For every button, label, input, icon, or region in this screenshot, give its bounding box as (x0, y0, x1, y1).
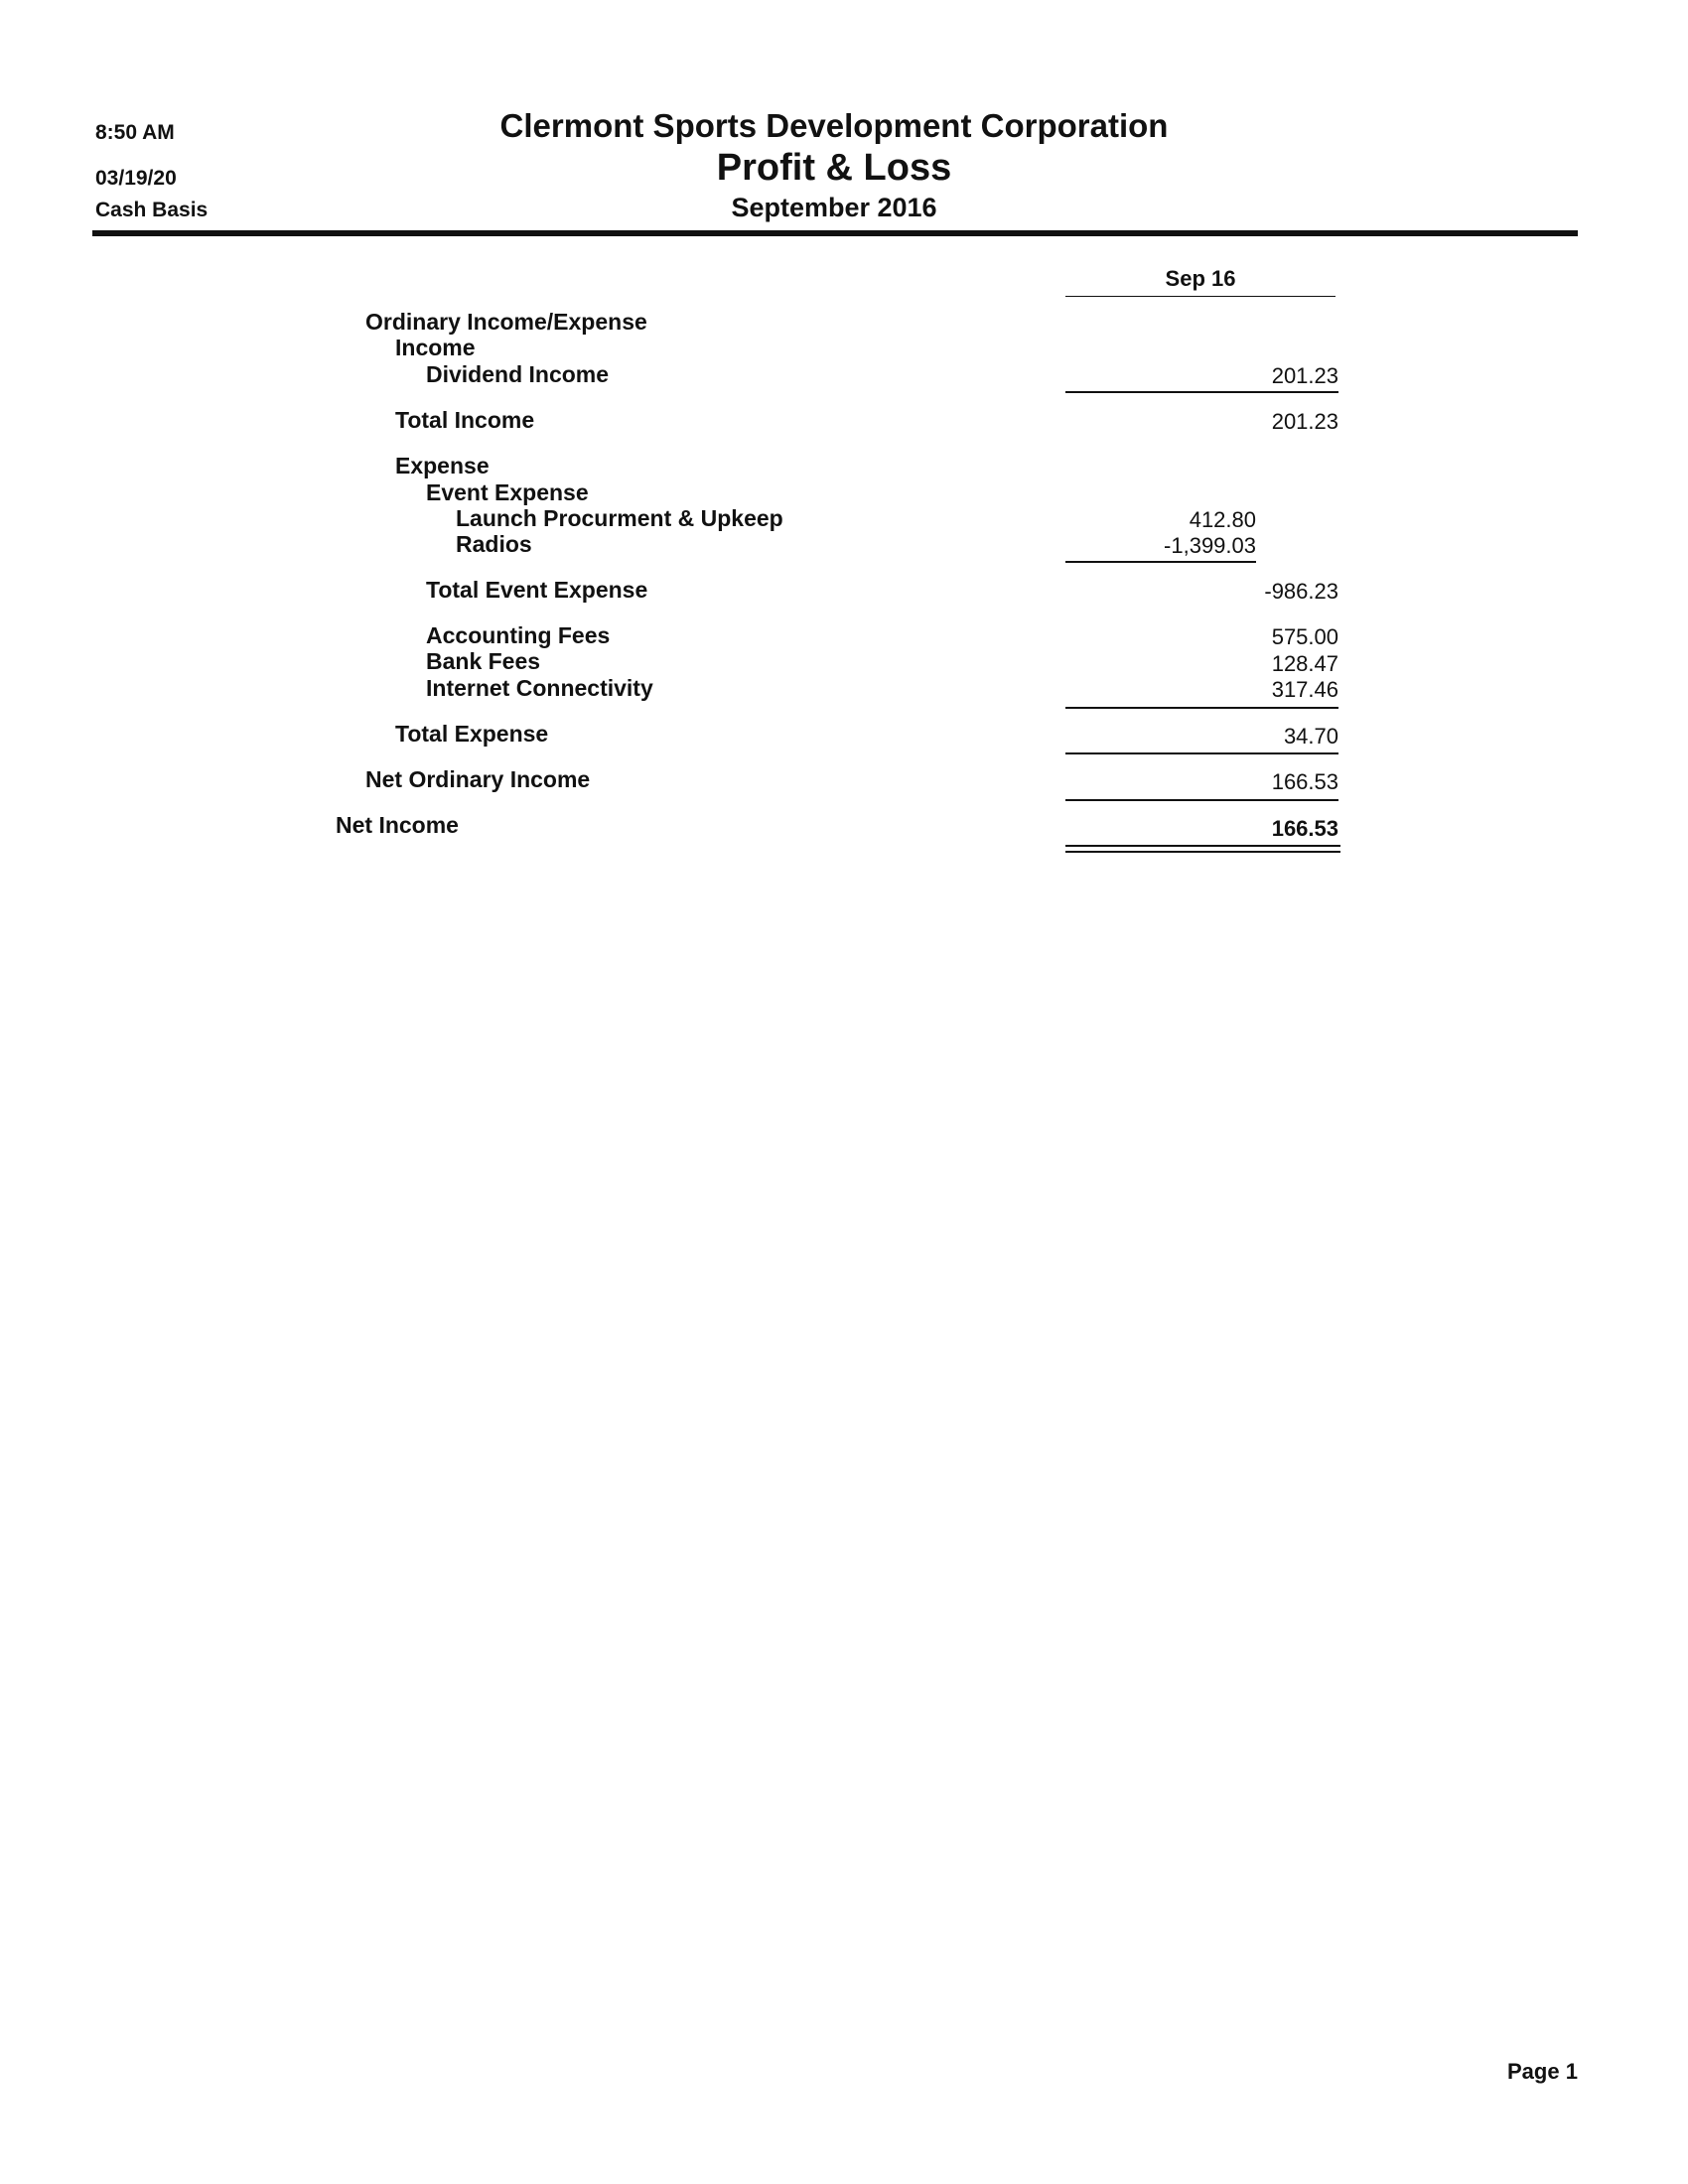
dividend-income-value: 201.23 (1271, 363, 1338, 388)
total-expense-value: 34.70 (1283, 724, 1338, 749)
rule-income (1065, 391, 1338, 393)
total-expense-label: Total Expense (395, 721, 549, 747)
header-rule (92, 230, 1578, 236)
rule-total-expense (1065, 752, 1338, 754)
radios-label: Radios (456, 531, 532, 557)
rule-net-income-2 (1065, 851, 1340, 853)
report-time: 8:50 AM (95, 121, 175, 144)
column-header-rule (1065, 296, 1336, 297)
internet-connectivity-label: Internet Connectivity (426, 675, 653, 701)
accounting-fees-label: Accounting Fees (426, 622, 611, 648)
company-name: Clermont Sports Development Corporation (499, 107, 1169, 144)
total-event-expense-label: Total Event Expense (426, 577, 648, 603)
total-event-expense-value: -986.23 (1264, 579, 1338, 604)
bank-fees-label: Bank Fees (426, 648, 541, 674)
event-expense-label: Event Expense (426, 479, 589, 505)
launch-procurment-value: 412.80 (1189, 507, 1256, 532)
expense-label: Expense (395, 453, 490, 478)
total-income-value: 201.23 (1271, 409, 1338, 434)
rule-net-ordinary-income (1065, 799, 1338, 801)
net-income-label: Net Income (336, 812, 459, 838)
column-header: Sep 16 (1165, 266, 1236, 291)
internet-connectivity-value: 317.46 (1271, 677, 1338, 702)
income-label: Income (395, 335, 476, 360)
dividend-income-label: Dividend Income (426, 361, 610, 387)
net-income-value: 166.53 (1271, 816, 1338, 841)
radios-value: -1,399.03 (1164, 533, 1256, 558)
total-income-label: Total Income (395, 407, 535, 433)
accounting-fees-value: 575.00 (1271, 624, 1338, 649)
rule-event-expense (1065, 561, 1256, 563)
net-ordinary-income-label: Net Ordinary Income (365, 766, 591, 792)
launch-procurment-label: Launch Procurment & Upkeep (456, 505, 783, 531)
net-ordinary-income-value: 166.53 (1271, 769, 1338, 794)
rule-expense (1065, 707, 1338, 709)
page-number: Page 1 (1507, 2059, 1578, 2084)
report-date: 03/19/20 (95, 167, 177, 190)
report-basis: Cash Basis (95, 199, 209, 221)
rule-net-income-1 (1065, 845, 1340, 847)
bank-fees-value: 128.47 (1271, 651, 1338, 676)
report-title: Profit & Loss (716, 147, 952, 189)
report-period: September 2016 (731, 193, 937, 222)
ordinary-income-expense-label: Ordinary Income/Expense (365, 309, 647, 335)
